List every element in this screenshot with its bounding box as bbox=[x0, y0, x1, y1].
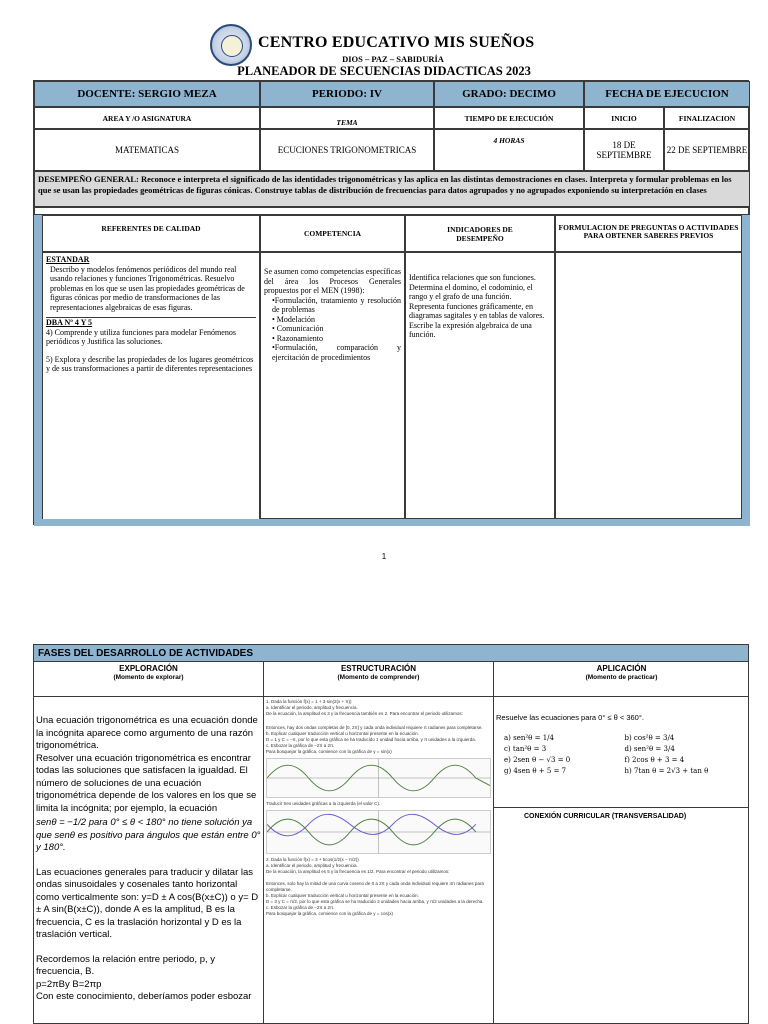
referentes-header: REFERENTES DE CALIDAD bbox=[42, 215, 260, 252]
estr-line: De la ecuación, la amplitud es 3 y la frecuencia también es 2. Para encontrar el periodo utilizamos: bbox=[266, 711, 463, 716]
tiempo-value: 4 HORAS bbox=[434, 129, 584, 171]
aplicacion-title: APLICACIÓN bbox=[596, 664, 647, 673]
indicador-item: Identifica relaciones que son funciones. bbox=[409, 273, 536, 282]
indicador-item: Escribe la expresión algebraica de una función. bbox=[409, 320, 532, 339]
school-motto: DIOS – PAZ – SABIDURÍA bbox=[342, 54, 444, 64]
competencia-item: • Modelación bbox=[272, 314, 316, 324]
finalizacion-label: FINALIZACION bbox=[664, 107, 750, 129]
fecha-header: FECHA DE EJECUCION bbox=[584, 81, 750, 107]
equation-list bbox=[494, 722, 749, 775]
page-number: 1 bbox=[381, 552, 387, 561]
equation-item: h) 7tan θ = 2√3 + tan θ bbox=[624, 767, 709, 775]
docente-header: DOCENTE: SERGIO MEZA bbox=[34, 81, 260, 107]
aplicacion-cell bbox=[494, 697, 749, 1024]
estandar-text: Describo y modelos fenómenos periódicos del mundo real usando relaciones y funciones Trigonométricas. Resuelvo problemas en los que se usen las propiedades geométricas de figuras cónicas por medio de transformaciones de las representaciones algebraicas de esas figuras. bbox=[50, 264, 245, 312]
fases-title: FASES DEL DESARROLLO DE ACTIVIDADES bbox=[34, 645, 748, 662]
phases-table bbox=[33, 644, 749, 1024]
aplicacion-header bbox=[494, 662, 749, 697]
spacer-row bbox=[34, 207, 750, 215]
fin-value: 22 DE SEPTIEMBRE bbox=[664, 129, 750, 171]
estr-line: b. Explicar cualquier traducción vertical u horizontal presente en la ecuación. bbox=[266, 731, 419, 736]
referentes-cell bbox=[42, 252, 260, 519]
equation-item: a) sen²θ = 1/4 bbox=[504, 734, 554, 742]
estructuracion-cell bbox=[264, 697, 494, 1024]
exploracion-subtitle: (Momento de explorar) bbox=[113, 674, 184, 681]
inicio-value: 18 DE SEPTIEMBRE bbox=[584, 129, 664, 171]
planner-title: PLANEADOR DE SECUENCIAS DIDACTICAS 2023 bbox=[237, 64, 531, 78]
competencia-intro: Se asumen como competencias específicas del área los Procesos Generales propuestos por el MEN (1998): bbox=[264, 267, 401, 295]
estr-line: De la ecuación, la amplitud es 5 y la frecuencia es 1/2. Para encontrar el periodo utilizamos: bbox=[266, 869, 450, 874]
equation-item: e) 2sen θ − √3 = 0 bbox=[504, 756, 571, 764]
equation-item: g) 4sen θ + 5 = 7 bbox=[504, 767, 567, 775]
estr-line: a. Identificar el periodo, amplitud y frecuencia. bbox=[266, 863, 358, 868]
expl-paragraph: Con este conocimiento, deberíamos poder esbozar bbox=[36, 991, 252, 1002]
aplicacion-intro: Resuelve las ecuaciones para 0° ≤ θ < 360°. bbox=[496, 713, 644, 722]
indicador-item: Representa funciones gráficamente, en diagramas sagitales y en tablas de valores. bbox=[409, 301, 545, 320]
indicador-item: Determina el domino, el codominio, el rango y el grafo de una función. bbox=[409, 282, 533, 301]
competencia-item: •Formulación, comparación y ejercitación de procedimientos bbox=[272, 343, 401, 362]
estructuracion-subtitle: (Momento de comprender) bbox=[337, 674, 420, 681]
expl-paragraph: Resolver una ecuación trigonométrica es encontrar todas las soluciones que satisfacen la igualdad. El número de soluciones de una ecuación trigonométrica depende de los valores en los que se limita la incógnita; por ejemplo, la ecuación bbox=[36, 752, 257, 814]
equation-item: f) 2cos θ + 3 = 4 bbox=[624, 756, 685, 764]
estr-line: Traducir tres unidades gráficas a la izquierda (el valor C). bbox=[266, 801, 381, 806]
estr-line: D = 1 y C = −π, por lo que esta gráfica se ha traducido 1 unidad hacia arriba, y π unidades a la izquierda. bbox=[266, 737, 476, 742]
estr-line: a. Identificar el periodo, amplitud y frecuencia. bbox=[266, 705, 358, 710]
expl-paragraph: senθ = −1/2 para 0° ≤ θ < 180° no tiene solución ya que senθ es positivo para ángulos que están entre 0° y 180°. bbox=[36, 817, 261, 853]
estr-line: D = 3 y C = π/2, por lo que esta gráfica se ha traducido 3 unidades hacia arriba, y π/2 unidades a la derecha. bbox=[266, 899, 484, 904]
tiempo-label: TIEMPO DE EJECUCIÓN bbox=[434, 107, 584, 129]
area-label: AREA Y /O ASIGNATURA bbox=[34, 107, 260, 129]
exploracion-title: EXPLORACIÓN bbox=[119, 664, 178, 673]
exploracion-cell bbox=[34, 697, 264, 1024]
left-band bbox=[34, 215, 42, 526]
equation-item: d) sen²θ = 3/4 bbox=[624, 745, 675, 753]
expl-paragraph: Una ecuación trigonométrica es una ecuación donde la incógnita aparece como argumento de una razón trigonométrica. bbox=[36, 715, 258, 751]
competencia-cell bbox=[260, 252, 405, 519]
equation-item: b) cos²θ = 3/4 bbox=[624, 734, 675, 742]
estr-line: b. Explicar cualquier traducción vertical u horizontal presente en la ecuación. bbox=[266, 893, 419, 898]
sine-graph-2 bbox=[266, 810, 491, 854]
expl-paragraph: p=2πBy B=2πp bbox=[36, 978, 102, 990]
desempeno-general: DESEMPEÑO GENERAL: Reconoce e interpreta el significado de las identidades trigonométricas y las aplica en las distintas demostraciones en clases. Interpreta y formular problemas en los que se usan las propiedades geométricas de figuras cónicas. Construye tablas de distribución de frecuencias para datos agrupados y no agrupados exponiendo su interpretación en clases bbox=[34, 171, 750, 207]
sine-graph-1 bbox=[266, 758, 491, 798]
right-band bbox=[742, 215, 750, 526]
dba-label: DBA Nº 4 Y 5 bbox=[46, 317, 256, 328]
aplicacion-subtitle: (Momento de practicar) bbox=[585, 674, 658, 681]
bottom-band bbox=[34, 519, 750, 526]
estr-line: 1. Dada la función f(x) = 1 + 3·sin(2(x + π)) bbox=[266, 699, 352, 704]
tema-label: TEMA bbox=[260, 107, 434, 129]
equation-item: c) tan²θ = 3 bbox=[504, 745, 547, 753]
indicadores-cell bbox=[405, 252, 555, 519]
estr-line: c. Esbozar la gráfica de −2π a 2π. bbox=[266, 743, 335, 748]
estr-line: Entonces, hay dos ondas completas de [0, 2π] y cada onda individual requiere π radianes para completarse. bbox=[266, 725, 483, 730]
estr-line: 2. Dada la función f(x) = 3 + 5cos(1/2(x − π/2)) bbox=[266, 857, 359, 862]
estructuracion-title: ESTRUCTURACIÓN bbox=[340, 664, 417, 673]
estr-line: Para bosquejar la gráfica, comience con la gráfica de y = sin(x) bbox=[266, 749, 392, 754]
competencia-item: • Comunicación bbox=[272, 324, 324, 333]
school-title: CENTRO EDUCATIVO MIS SUEÑOS bbox=[258, 34, 535, 51]
expl-paragraph: Las ecuaciones generales para traducir y dilatar las ondas sinusoidales y cosenales tanto horizontal como verticalmente son: y=D ± A cos(B(x±C)) o y= D ± A sin(B(x±C)), donde A es la amplitud, B es la frecuencia, C es la traslación horizontal y D es la traslación vertical. bbox=[36, 866, 259, 940]
dba5-text: 5) Explora y describe las propiedades de los lugares geométricos y de sus transformaciones a partir de diferentes representaciones bbox=[46, 354, 254, 373]
grado-header: GRADO: DECIMO bbox=[434, 81, 584, 107]
inicio-label: INICIO bbox=[584, 107, 664, 129]
tema-value: ECUCIONES TRIGONOMETRICAS bbox=[260, 129, 434, 171]
periodo-header: PERIODO: IV bbox=[260, 81, 434, 107]
estr-line: Entonces, solo hay la mitad de una curva coseno de 0 a 2π y cada onda individual requiere 4π radianes para completarse. bbox=[266, 881, 484, 892]
formulacion-header: FORMULACION DE PREGUNTAS O ACTIVIDADES PARA OBTENER SABERES PREVIOS bbox=[555, 215, 742, 252]
exploracion-header bbox=[34, 662, 264, 697]
asignatura-value: MATEMATICAS bbox=[34, 129, 260, 171]
planner-table bbox=[33, 80, 749, 525]
estandar-label: ESTANDAR bbox=[46, 255, 90, 264]
indicadores-header: INDICADORES DE DESEMPEÑO bbox=[405, 215, 555, 252]
expl-paragraph: Recordemos la relación entre periodo, p, y frecuencia, B. bbox=[36, 953, 216, 977]
conexion-curricular: CONEXIÓN CURRICULAR (TRANSVERSALIDAD) bbox=[494, 807, 749, 825]
estr-line: c. Esbozar la gráfica de −2π a 2π. bbox=[266, 905, 335, 910]
competencia-item: • Razonamiento bbox=[272, 333, 324, 343]
dba4-text: 4) Comprende y utiliza funciones para modelar Fenómenos periódicos y Justifica las soluciones. bbox=[46, 327, 236, 346]
estr-line: Para bosquejar la gráfica, comience con la gráfica de y = cos(x) bbox=[266, 911, 393, 916]
competencia-header: COMPETENCIA bbox=[260, 215, 405, 252]
competencia-item: •Formulación, tratamiento y resolución de problemas bbox=[272, 295, 401, 314]
estructuracion-header bbox=[264, 662, 494, 697]
formulacion-cell bbox=[555, 252, 742, 519]
